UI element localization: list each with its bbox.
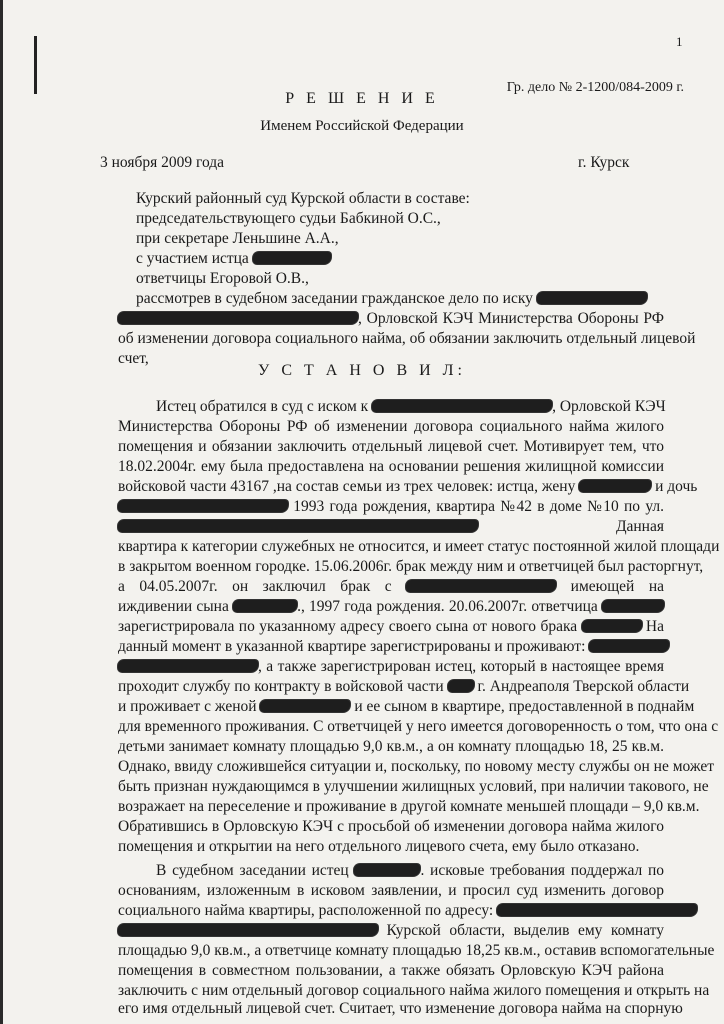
paragraph-line: В судебном заседании истец . исковые требования поддержал по: [156, 862, 664, 879]
redaction: [118, 520, 478, 532]
paragraph-line: и проживает с женой и ее сыном в квартире, предоставленной в поднайм: [118, 698, 695, 715]
paragraph-line: Истец обратился в суд с иском к , Орловской КЭЧ: [156, 398, 666, 415]
paragraph-line: помещения и обязании заключить отдельный лицевой счет. Мотивирует тем, что: [118, 438, 664, 455]
redaction: [118, 500, 288, 512]
court-line: при секретаре Леньшине А.А.,: [136, 230, 339, 247]
paragraph-line: иждивении сына ., 1997 года рождения. 20.06.2007г. ответчица: [118, 598, 664, 616]
redaction: [372, 400, 552, 412]
paragraph-line: детьми занимает комнату площадью 9,0 кв.м., а он комнату площадью 18, 25 кв.м.: [118, 738, 664, 755]
paragraph-line: Данная: [118, 518, 664, 536]
page-number: 1: [676, 34, 683, 49]
court-line-text: с участием истца: [136, 250, 249, 267]
court-line-text: рассмотрев в судебном заседании гражданское дело по иску: [136, 290, 533, 307]
paragraph-line: , а также зарегистрирован истец, который в настоящее время: [118, 658, 664, 676]
paragraph-line: площадью 9,0 кв.м., а ответчице комнату площадью 18,25 кв.м., оставив вспомогательные: [118, 942, 715, 959]
paragraph-line: Обратившись в Орловскую КЭЧ с просьбой об изменении договора найма жилого: [118, 818, 664, 835]
redaction: [589, 640, 669, 652]
redaction: [448, 680, 474, 692]
redaction: [406, 580, 556, 592]
paragraph-line: его имя отдельный лицевой счет. Считает, что изменение договора найма на спорную: [118, 1000, 683, 1017]
section-title: У С Т А Н О В И Л:: [258, 362, 466, 379]
redaction: [579, 480, 651, 492]
paragraph-line: войсковой части 43167 ,на состав семьи из трех человек: истца, жену и дочь: [118, 478, 698, 495]
paragraph-line: 18.02.2004г. ему была предоставлена на основании решения жилищной комиссии: [118, 458, 664, 475]
pen-mark: [34, 36, 37, 94]
court-line: [136, 250, 331, 268]
redaction: [118, 660, 258, 672]
redaction: [118, 924, 378, 936]
document-subtitle: Именем Российской Федерации: [260, 118, 464, 134]
paragraph-line: квартира к категории служебных не относится, и имеет статус постоянной жилой площади: [118, 538, 720, 555]
paragraph-line: проходит службу по контракту в войсковой части г. Андреаполя Тверской области: [118, 678, 690, 695]
paragraph-line: возражает на переселение и проживание в другой комнате меньшей площади – 9,0 кв.м.: [118, 798, 700, 815]
redaction: [497, 904, 697, 916]
redaction: [118, 312, 358, 324]
paragraph-line: основаниям, изложенным в исковом заявлении, и просил суд изменить договор: [118, 882, 664, 899]
case-number: Гр. дело № 2-1200/084-2009 г.: [506, 80, 684, 95]
redaction: [602, 600, 664, 612]
document-title: Р Е Ш Е Н И Е: [285, 90, 439, 107]
court-line: Курский районный суд Курской области в составе:: [136, 190, 470, 207]
paragraph-line: социального найма квартиры, расположенной по адресу:: [118, 902, 664, 920]
redaction: [253, 252, 331, 264]
redaction: [582, 620, 642, 632]
paragraph-line: помещения и открытии на него отдельного лицевого счета, ему было отказано.: [118, 838, 640, 855]
redaction: [537, 292, 647, 304]
paragraph-line: а 04.05.2007г. он заключил брак с имеющей на: [118, 578, 664, 595]
paragraph-line: зарегистрировала по указанному адресу своего сына от нового брака На: [118, 618, 664, 635]
paragraph-line: Министерства Обороны РФ об изменении договора социального найма жилого: [118, 418, 664, 435]
intro-text: , Орловской КЭЧ Министерства Обороны РФ: [358, 310, 664, 327]
paragraph-line: заключить с ним отдельный договор социального найма жилого помещения и открыть на: [118, 982, 710, 999]
paragraph-line: в закрытом военном городке. 15.06.2006г. брак между ним и ответчицей был расторгнут,: [118, 558, 704, 575]
redaction: [260, 700, 350, 712]
court-line: [136, 290, 647, 308]
court-line: ответчицы Егоровой О.В.,: [136, 270, 309, 287]
paragraph-line: Однако, ввиду сложившейся ситуации и, поскольку, по новому месту службы он не может: [118, 758, 715, 775]
paragraph-line: Курской области, выделив ему комнату: [118, 922, 664, 940]
paragraph-line: 1993 года рождения, квартира №42 в доме №10 по ул.: [118, 498, 664, 516]
paragraph-line: для временного проживания. С ответчицей у него имеется договоренность о том, что она с: [118, 718, 719, 735]
document-city: г. Курск: [578, 154, 630, 171]
court-line: председательствующего судьи Бабкиной О.С.,: [136, 210, 441, 227]
paragraph-line: помещения в совместном пользовании, а также обязать Орловскую КЭЧ района: [118, 962, 664, 979]
redaction: [233, 600, 297, 612]
intro-line: счет,: [118, 350, 149, 367]
redaction: [354, 864, 420, 876]
paragraph-line: быть признан нуждающимся в улучшении жилищных условий, при наличии такового, не: [118, 778, 709, 795]
document-date: 3 ноября 2009 года: [100, 154, 225, 171]
paragraph-line: данный момент в указанной квартире зарегистрированы и проживают:: [118, 638, 664, 656]
intro-line: [118, 310, 664, 328]
scan-edge: [0, 0, 3, 1024]
intro-line: об изменении договора социального найма, об обязании заключить отдельный лицевой: [118, 330, 696, 347]
